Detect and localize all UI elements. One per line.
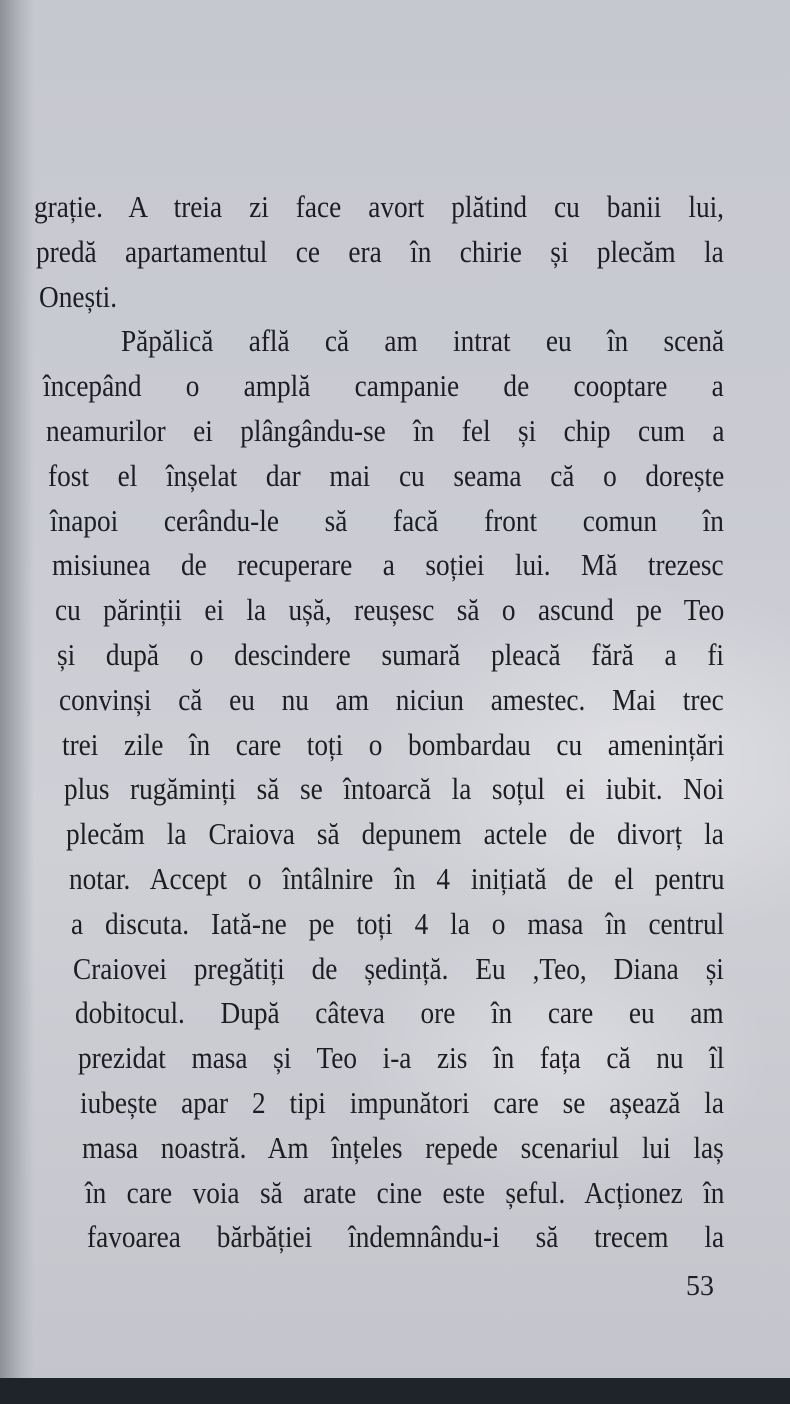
text-line: înapoi cerându-le să facă front comun în <box>50 502 724 538</box>
background-surface <box>0 1378 790 1404</box>
text-line: a discuta. Iată-ne pe toți 4 la o masa în centrul <box>70 905 724 941</box>
text-line: masa noastră. Am înțeles repede scenariul lui laș <box>82 1129 724 1165</box>
text-line: iubește apar 2 tipi impunători care se așează la <box>80 1085 724 1120</box>
text-line: cu părinții ei la ușă, reușesc să o ascund pe Teo <box>54 592 724 628</box>
text-line: trei zile în care toți o bombardau cu amenințări <box>61 726 724 762</box>
text-line: fost el înșelat dar mai cu seama că o dorește <box>47 457 724 493</box>
book-spine-shadow <box>0 0 34 1404</box>
text-line: Craiovei pregătiți de ședință. Eu ,Teo, Diana și <box>73 950 724 986</box>
text-line: notar. Accept o întâlnire în 4 inițiată de el pentru <box>68 861 724 896</box>
text-line: plecăm la Craiova să depunem actele de divorț la <box>66 816 724 852</box>
text-line: misiunea de recuperare a soției lui. Mă trezesc <box>52 547 724 583</box>
text-line: prezidat masa și Teo i-a zis în fața că nu îl <box>77 1040 724 1076</box>
text-line: plus rugăminți să se întoarcă la soțul ei iubit. Noi <box>63 771 724 807</box>
text-line: predă apartamentul ce era în chirie și plecăm la <box>36 233 724 269</box>
text-line: favoarea bărbăției îndemnându-i să trecem la <box>86 1219 724 1255</box>
text-line: și după o descindere sumară pleacă fără a fi <box>57 637 724 672</box>
page-number: 53 <box>686 1271 714 1302</box>
text-line: neamurilor ei plângându-se în fel și chip cum a <box>45 413 724 448</box>
text-line: Păpălică află că am intrat eu în scenă <box>120 323 724 359</box>
text-line: dobitocul. După câteva ore în care eu am <box>75 995 724 1031</box>
text-line: grație. A treia zi face avort plătind cu banii lui, <box>34 189 724 224</box>
text-line: începând o amplă campanie de cooptare a <box>43 368 724 404</box>
text-line: în care voia să arate cine este șeful. Acționez în <box>84 1174 724 1210</box>
text-line: convinși că eu nu am niciun amestec. Mai trec <box>59 681 724 717</box>
text-line: Onești. <box>38 278 117 314</box>
